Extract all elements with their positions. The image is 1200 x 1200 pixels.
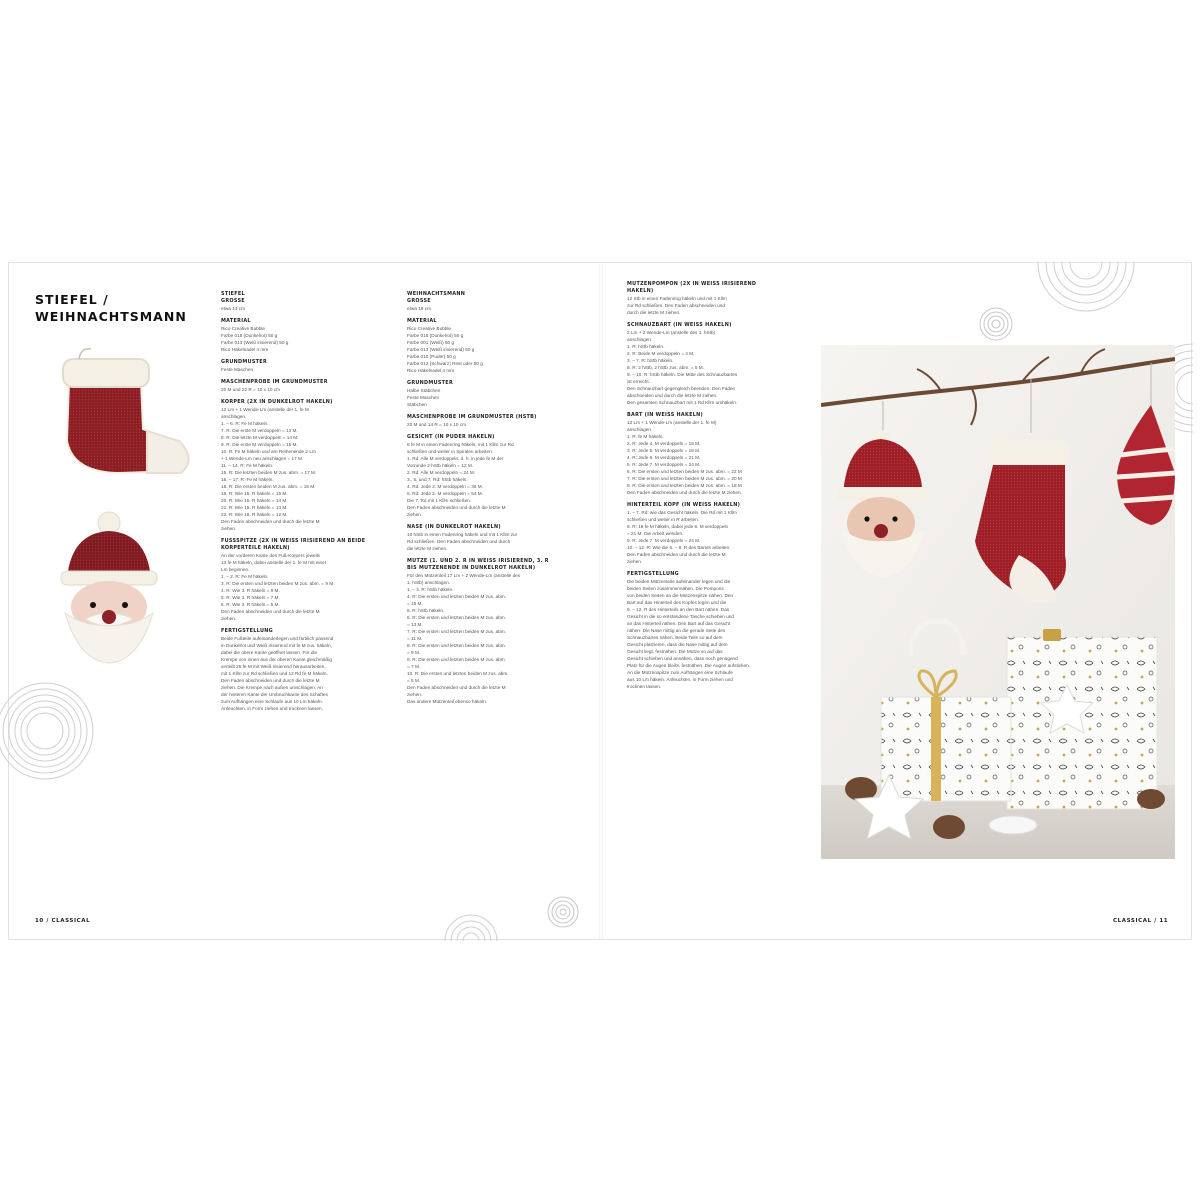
- right-page: [601, 263, 1193, 939]
- section-heading: GESICHT (IN PUDER HÄKELN): [407, 434, 495, 440]
- instruction-line: 3., 5. und 7. Rd: hStb häkeln.: [407, 477, 468, 482]
- instruction-line: 4. R: Die ersten und letzten beiden M zus. abm.: [407, 594, 507, 599]
- section-heading: HÄKELN): [627, 288, 654, 294]
- instruction-line: ziehen.: [627, 559, 643, 564]
- instruction-line: zum Aufhängen eine Schlaufe aus 10 Lm häkeln.: [221, 699, 323, 704]
- section-heading: HINTERTEIL KOPF (IN WEISS HÄKELN): [627, 502, 741, 508]
- instruction-line: Den Faden abschneiden und durch die letzte M: [221, 519, 320, 524]
- instruction-line: Für den Mützenteil 17 Lm + 2 Wende-Lm (anstelle des: [407, 573, 521, 578]
- left-folio: 10 / CLASSICAL: [35, 918, 91, 924]
- instruction-line: 2. Rd: Alle M verdoppeln = 24 M.: [407, 470, 476, 475]
- instruction-line: mit 1 Kllm zur Rd schließen und 12 Rd fe M häkeln.: [221, 671, 328, 676]
- instruction-line: Feste Maschen: [221, 367, 254, 372]
- instruction-line: 1. Rd: Alle M verdoppeln, d. h. in jede fe M der: [407, 456, 504, 461]
- instruction-line: von beiden Seiten an die Mützenspitze nähen. Den: [627, 593, 734, 598]
- decorative-circles-icon: [0, 681, 95, 781]
- instruction-line: 4. R: Jede 6. M verdoppeln = 21 M.: [627, 455, 701, 460]
- text-block: [221, 359, 399, 373]
- instruction-line: 10. R: Fe M häkeln und am Reihenende 2 Lm: [221, 449, 316, 454]
- instruction-line: etwa 19 cm: [407, 306, 431, 311]
- instruction-line: Farbe 013 (Weiß irisierend) 50 g: [221, 340, 289, 345]
- instruction-line: Das andere Mützenteil ebenso häkeln.: [407, 699, 487, 704]
- instruction-line: 5. R: Wie 3. R häkeln = 7 M.: [221, 595, 280, 600]
- instruction-line: Den Faden abschneiden und durch die letzte M: [221, 678, 320, 683]
- instruction-line: = 15 M.: [407, 601, 423, 606]
- section-heading: MÜTZE (1. UND 2. R IN WEISS IRISIEREND, 3. R: [407, 558, 549, 564]
- instruction-line: 9. R: Die ersten und letzten beiden M zus. abm.: [407, 657, 507, 662]
- instruction-line: 10 hStb in einen Fadenring häkeln und mit 1 Kllm zur: [407, 532, 518, 537]
- instruction-line: 10. – 12. R: Wie die 6. – 8. R des Bartes arbeiten.: [627, 545, 731, 550]
- instruction-line: ziehen.: [221, 616, 237, 621]
- stocking-photo: [51, 341, 199, 489]
- instruction-line: 6 fe M in einen Fadenring häkeln, mit 1 Kllm zur Rd: [407, 442, 514, 447]
- instruction-line: durch die letzte M ziehen.: [627, 310, 681, 315]
- instruction-line: Bart auf das Hinterteil des Kopfes legen und die: [627, 600, 727, 605]
- instruction-line: = 5 M.: [407, 678, 421, 683]
- instruction-line: Farbe 013 (Weiß irisierend) 50 g: [407, 347, 475, 352]
- instruction-line: 9. R: Die erste M verdoppeln = 15 M.: [221, 442, 298, 447]
- instruction-line: Gesicht liegt, festnähen. Die Mütze so auf das: [627, 649, 723, 654]
- text-block: [407, 380, 587, 408]
- instruction-line: Gesicht schieben und annähen, dass noch genügend: [627, 656, 738, 661]
- instruction-line: 7. R: Die ersten und letzten beiden M zus. abm.: [407, 629, 507, 634]
- page-title: [35, 291, 205, 325]
- instruction-line: 8. R: 2 hStb, 2 hStb zus. abm. = 5 M.: [627, 365, 704, 370]
- instruction-line: 2. R: Jede 4. M verdoppeln = 15 M.: [627, 441, 701, 446]
- text-block: [627, 571, 807, 690]
- instruction-line: Den Faden abschneiden und durch die letzte M: [221, 609, 320, 614]
- text-block: [221, 379, 399, 393]
- instruction-line: die letzte M ziehen.: [407, 546, 448, 551]
- instruction-line: abschneiden und durch die letzte M ziehen.: [627, 393, 718, 398]
- instruction-line: anschlagen.: [627, 337, 653, 342]
- instruction-line: 3. R: Jede 5. M verdoppeln = 18 M.: [627, 448, 701, 453]
- instruction-line: Den Faden abschneiden und durch die letzte M: [627, 552, 726, 557]
- text-block: [221, 291, 399, 312]
- section-heading: NASE (IN DUNKELROT HÄKELN): [407, 524, 501, 530]
- instruction-line: 20 M und 22 R = 10 x 10 cm: [221, 387, 281, 392]
- instruction-line: 6. Rd: Jede 2. M verdoppeln = 54 M.: [407, 491, 483, 496]
- instruction-line: ziehen.: [407, 512, 423, 517]
- instruction-line: der hinteren Kante der Umbruchkante des Schaftes: [221, 692, 328, 697]
- section-heading: MASCHENPROBE IM GRUNDMUSTER (HSTB): [407, 414, 537, 420]
- section-heading: GRUNDMUSTER: [221, 359, 268, 365]
- instruction-line: 6. R: Die ersten und letzten beiden M zus. abm. = 22 M: [627, 469, 742, 474]
- instruction-line: 9. R: Jede 7. M verdoppeln = 24 M.: [627, 538, 701, 543]
- instruction-line: Rico Creative Bubble: [221, 326, 266, 331]
- instruction-line: 8. R: Die ersten und letzten beiden M zus. abm. = 18 M: [627, 483, 742, 488]
- instruction-line: 1. – 2. R: Fe M häkeln.: [221, 574, 269, 579]
- santa-photo: [49, 511, 169, 671]
- instruction-line: schließen und weiter in R arbeiten.: [627, 517, 700, 522]
- instruction-line: 1. – 7. Rd: wie das Gesicht häkeln. Die Rd mit 1 Kllm: [627, 510, 737, 515]
- instruction-line: 8. R: Die letzte M verdoppeln = 14 M.: [221, 435, 299, 440]
- instruction-line: 2. R: Beide M verdoppeln = 4 M.: [627, 351, 695, 356]
- instruction-line: ist erreicht.: [627, 379, 650, 384]
- text-block: [627, 502, 807, 565]
- section-heading: MATERIAL: [407, 318, 437, 324]
- instruction-line: = 13 M.: [407, 622, 423, 627]
- instruction-line: = 21 M. Die Arbeit wenden.: [627, 531, 684, 536]
- instruction-line: an das Hinterteil nähen. Den Bart auf das Gesicht: [627, 621, 731, 626]
- text-block: [221, 628, 399, 712]
- text-block: [407, 291, 587, 312]
- right-column-instructions: [627, 281, 807, 921]
- christmas-ornaments-photo: [821, 345, 1175, 859]
- text-block: [407, 558, 587, 705]
- instruction-line: An die Mützenspitze zum Aufhängen eine Schlaufe: [627, 670, 733, 675]
- instruction-line: Feste Maschen: [407, 395, 440, 400]
- section-heading: FERTIGSTELLUNG: [221, 628, 273, 634]
- instruction-line: Die beiden Mützenteile aufeinander legen und die: [627, 579, 731, 584]
- instruction-line: Farbe 018 (Dunkelrot) 50 g: [407, 333, 464, 338]
- instruction-line: Den Schnauzbart gegengleich beenden. Den Faden: [627, 386, 736, 391]
- instruction-line: Lm beginnen.: [221, 567, 250, 572]
- instruction-line: Farbe 010 (Puder) 50 g: [407, 354, 456, 359]
- title-line-2: WEIHNACHTSMANN: [35, 309, 187, 324]
- instruction-line: Stäbchen: [407, 402, 427, 407]
- instruction-line: Rico Häkelnadel 4 mm: [221, 347, 269, 352]
- instruction-line: Den Faden abschneiden und durch die letzte M: [407, 685, 506, 690]
- instruction-line: zur Rd schließen. Den Faden abschneiden und: [627, 303, 725, 308]
- instruction-line: verteilt 26 fe M mit Weiß irisierend herausarbeiten,: [221, 664, 326, 669]
- instruction-line: 16. – 17. R: Fe M häkeln.: [221, 477, 274, 482]
- instruction-line: Rico Creative Bubble: [407, 326, 452, 331]
- section-heading: WEIHNACHTSMANN: [407, 291, 466, 297]
- instruction-line: anschlagen.: [627, 427, 653, 432]
- left-column-stiefel: [221, 291, 399, 931]
- instruction-line: 22. R: Wie 18. R häkeln = 12 M.: [221, 512, 288, 517]
- instruction-line: Vorrunde 2 hStb häkeln = 12 M.: [407, 463, 474, 468]
- text-block: [221, 318, 399, 353]
- instruction-line: Den Faden abschneiden und durch die letzte M: [407, 505, 506, 510]
- instruction-line: 18. R: Die ersten beiden M zus. abm. = 16 M.: [221, 484, 316, 489]
- instruction-line: Die 7. Rd mit 1 Kllm schließen.: [407, 498, 472, 503]
- instruction-line: Anfeuchten, in Form ziehen und trocknen lassen.: [221, 706, 323, 711]
- section-heading: GRÖSSE: [407, 298, 431, 304]
- decorative-arcs-top-icon: [1036, 263, 1136, 315]
- instruction-line: etwa 13 cm: [221, 306, 245, 311]
- section-heading: BIS MÜTZENENDE IN DUNKELROT HÄKELN): [407, 565, 536, 571]
- instruction-line: Schnauzbartes nähen. Beide Teile so auf dem: [627, 635, 723, 640]
- instruction-line: 5. R: hStb häkeln.: [407, 608, 445, 613]
- instruction-line: 5. R: Jede 7. M verdoppeln = 24 M.: [627, 462, 701, 467]
- text-block: [627, 322, 807, 406]
- instruction-line: 6. R: Die ersten und letzten beiden M zus. abm.: [407, 615, 507, 620]
- instruction-line: Halbe Stäbchen: [407, 388, 441, 393]
- instruction-line: 1. R: fe M häkeln.: [627, 434, 664, 439]
- instruction-line: 12 Stb in einen Fadenring häkeln und mit 1 Kllm: [627, 296, 727, 301]
- section-heading: FERTIGSTELLUNG: [627, 571, 679, 577]
- section-heading: KÖRPER (2X IN DUNKELROT HÄKELN): [221, 399, 333, 405]
- instruction-line: 1. hStb) anschlagen.: [407, 580, 450, 585]
- instruction-line: 9. – 10. R: hStb häkeln. Die Mitte des Schnauzbartes: [627, 372, 738, 377]
- instruction-line: 6. R: Wie 3. R häkeln = 5 M.: [221, 602, 280, 607]
- instruction-line: Farbe 001 (Weiß) 50 g: [407, 340, 455, 345]
- section-heading: BART (IN WEISS HÄKELN): [627, 412, 704, 418]
- instruction-line: 1. R: hStb häkeln.: [627, 344, 665, 349]
- section-heading: MÜTZENPOMPON (2X IN WEISS IRISIEREND: [627, 281, 757, 287]
- instruction-line: = 9 M.: [407, 650, 421, 655]
- section-heading: STIEFEL: [221, 291, 245, 297]
- instruction-line: 1. – 3. R: hStb häkeln.: [407, 587, 454, 592]
- instruction-line: 4. Rd: Jede 2. M verdoppeln = 36 M.: [407, 484, 483, 489]
- instruction-line: 19. R: Wie 15. R häkeln = 15 M.: [221, 491, 288, 496]
- instruction-line: nähen. Die Nase mittig an die gerade Seite des: [627, 628, 726, 633]
- instruction-line: 12 Lm + 1 Wende-Lm (anstelle der 1. fe M: [221, 407, 309, 412]
- instruction-line: in Dunkelrot und Weiß irisierend mit fe M zus. häkeln,: [221, 643, 332, 648]
- instruction-line: Beide Fußteile aufeinanderlegen und farblich passend: [221, 636, 334, 641]
- instruction-line: 21. R: Wie 15. R häkeln = 13 M.: [221, 505, 288, 510]
- section-heading: GRÖSSE: [221, 298, 245, 304]
- instruction-line: = 7 M.: [407, 664, 421, 669]
- instruction-line: ziehen. Die Krempe nach außen umschlagen. An: [221, 685, 323, 690]
- instruction-line: = 11 M.: [407, 636, 423, 641]
- instruction-line: An der vorderen Kante des Fuß-Körpers jeweils: [221, 553, 321, 558]
- left-column-weihnachtsmann: [407, 291, 587, 931]
- text-block: [221, 538, 399, 622]
- instruction-line: Platz für die Augen bleibt, festnähen. Die Augen aufsticken.: [627, 663, 750, 668]
- magazine-spread: [8, 262, 1192, 940]
- instruction-line: aus 10 Lm häkeln. Anfeuchten, in Form ziehen und: [627, 677, 733, 682]
- text-block: [407, 524, 587, 552]
- instruction-line: 8. R: Die ersten und letzten beiden M zus. abm.: [407, 643, 507, 648]
- instruction-line: 20. R: Wie 15. R häkeln = 14 M.: [221, 498, 288, 503]
- instruction-line: 20 M und 14 R = 10 x 10 cm: [407, 422, 467, 427]
- text-block: [221, 399, 399, 532]
- section-heading: GRUNDMUSTER: [407, 380, 454, 386]
- instruction-line: 10. R: Die ersten und letzten beiden M zus. abm.: [407, 671, 509, 676]
- instruction-line: 4. R: Wie 3. R häkeln = 9 M.: [221, 588, 280, 593]
- instruction-line: 11. – 14. R: Fe M häkeln.: [221, 463, 274, 468]
- text-block: [407, 318, 587, 374]
- instruction-line: 9. – 12. R des Hinterteils an den Bart nähen. Das: [627, 607, 730, 612]
- section-heading: MATERIAL: [221, 318, 251, 324]
- instruction-line: 7. R: Die ersten und letzten beiden M zus. abm. = 20 M: [627, 476, 742, 481]
- right-folio: CLASSICAL / 11: [1113, 918, 1169, 924]
- text-block: [407, 434, 587, 518]
- instruction-line: dabei die obere Kante geöffnet lassen. Für die: [221, 650, 318, 655]
- instruction-line: Farbe 012 (Schwarz) Rest oder 50 g: [407, 361, 483, 366]
- instruction-line: Den gesamten Schnauzbart mit 1 Rd Kllm umhäkeln.: [627, 400, 738, 405]
- instruction-line: Gesicht in die so entstandene Tasche schieben und: [627, 614, 735, 619]
- instruction-line: 15. R: Die letzten beiden M zus. abm. = 17 M.: [221, 470, 317, 475]
- left-page: [9, 263, 601, 939]
- section-heading: KÖRPERTEILE HÄKELN): [221, 545, 290, 551]
- text-block: [627, 281, 807, 316]
- instruction-line: Farbe 018 (Dunkelrot) 50 g: [221, 333, 278, 338]
- decorative-ring-top-icon: [979, 307, 1013, 341]
- text-block: [627, 412, 807, 496]
- instruction-line: Rico Häkelnadel 4 mm: [407, 368, 455, 373]
- instruction-line: beiden Seiten zusammennähen. Die Pompons: [627, 586, 724, 591]
- text-block: [407, 414, 587, 428]
- instruction-line: ziehen.: [221, 526, 237, 531]
- section-heading: FUSSSPITZE (2X IN WEISS IRISIEREND AN BEIDE: [221, 538, 366, 544]
- instruction-line: 13 fe M häkeln, dabei anstelle der 1. fe M mit einer: [221, 560, 327, 565]
- instruction-line: Rd schließen. Den Faden abschneiden und durch: [407, 539, 511, 544]
- instruction-line: anschlagen.: [221, 414, 247, 419]
- instruction-line: 7. R: Die erste M verdoppeln = 13 M.: [221, 428, 298, 433]
- instruction-line: 12 Lm + 1 Wende-Lm (anstelle der 1. fe M): [627, 420, 717, 425]
- section-heading: MASCHENPROBE IM GRUNDMUSTER: [221, 379, 328, 385]
- instruction-line: 1. – 6. R: Fe M häkeln.: [221, 421, 269, 426]
- instruction-line: ziehen.: [407, 692, 423, 697]
- instruction-line: trocknen lassen.: [627, 684, 662, 689]
- title-line-1: STIEFEL /: [35, 292, 109, 307]
- instruction-line: Den Faden abschneiden und durch die letzte M ziehen.: [627, 490, 742, 495]
- instruction-line: 3. – 7. R: hStb häkeln.: [627, 358, 674, 363]
- instruction-line: schließen und weiter in Spiralen arbeiten.: [407, 449, 493, 454]
- instruction-line: 3. R: Die ersten und letzten beiden M zus. abm. = 9 M: [221, 581, 334, 586]
- section-heading: SCHNAUZBART (IN WEISS HÄKELN): [627, 322, 732, 328]
- instruction-line: 2 Lm + 2 Wende-Lm (anstelle des 1. hStb): [627, 330, 716, 335]
- instruction-line: Gesicht platzieren, dass die Nase mittig auf dem: [627, 642, 728, 647]
- instruction-line: Krempe von innen aus der oberen Kante gleichmäßig: [221, 657, 333, 662]
- instruction-line: + 1 Wende-Lm neu anschlagen = 17 M.: [221, 456, 304, 461]
- instruction-line: 8. R: 18 fe M häkeln, dabei jede 6. M verdoppeln: [627, 524, 729, 529]
